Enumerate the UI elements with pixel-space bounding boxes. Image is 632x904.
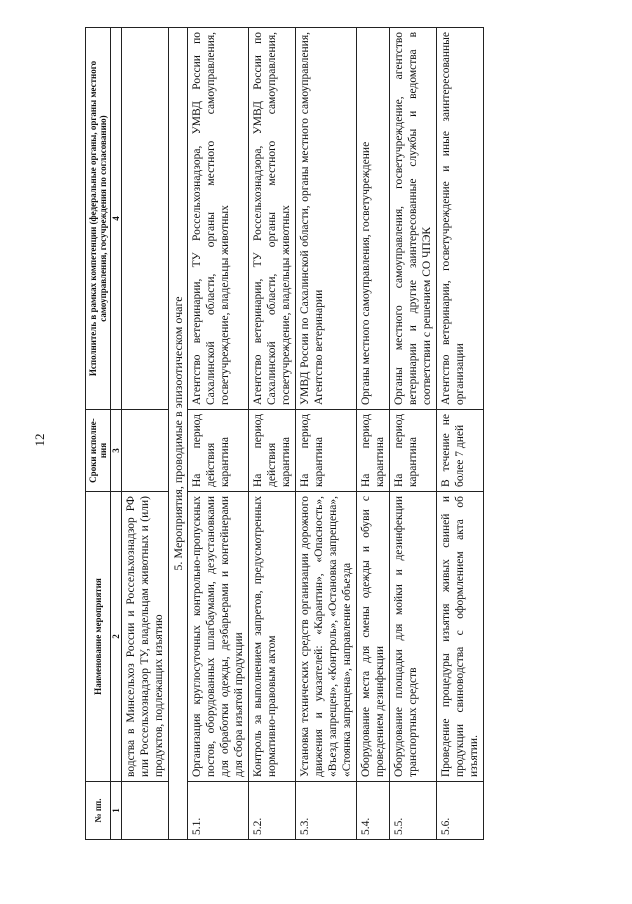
- row-name: Проведение процедуры изъятия живых свиней и продукции свиноводства с оформлением акта об изъятии.: [437, 492, 484, 782]
- row-term: На период карантина: [390, 410, 437, 492]
- table-row: [296, 28, 357, 840]
- table-row: [437, 28, 484, 840]
- row-executor: Органы местного самоуправления, госветучреждение, агентство ветеринарии и другие заинтересованные службы и ведомства в соответствии с решением СО ЧПЭК: [390, 28, 437, 410]
- row-executor: Агентство ветеринарии, ТУ Россельхознадзора, УМВД России по Сахалинской области, органы местного самоуправления, госветучреждение, владельцы животных: [188, 28, 249, 410]
- row-executor: УМВД России по Сахалинской области, органы местного самоуправления, Агентство ветеринарии: [296, 28, 357, 410]
- header-name: Наименование мероприятия: [86, 492, 111, 782]
- table-row: [390, 28, 437, 840]
- page-number: 12: [32, 433, 47, 447]
- row-number: 5.6.: [437, 782, 484, 840]
- row-executor: Агентство ветеринарии, ТУ Россельхознадзора, УМВД России по Сахалинской области, органы местного самоуправления, госветучреждение, владельцы животных: [249, 28, 296, 410]
- column-number: 3: [111, 410, 122, 492]
- row-term: На период действия карантина: [188, 410, 249, 492]
- table-row: [357, 28, 390, 840]
- row-name: Оборудование места для смены одежды и обуви с проведением дезинфекции: [357, 492, 390, 782]
- row-name: Контроль за выполнением запретов, предусмотренных нормативно-правовым актом: [249, 492, 296, 782]
- row-term: На период действия карантина: [249, 410, 296, 492]
- header-term: Сроки исполне-ния: [86, 410, 111, 492]
- table-row: [249, 28, 296, 840]
- table-row: [188, 28, 249, 840]
- row-number: 5.2.: [249, 782, 296, 840]
- section-row: [169, 28, 188, 840]
- row-number: 5.4.: [357, 782, 390, 840]
- section-title: 5. Мероприятия, проводимые в эпизоотическом очаге: [169, 28, 188, 840]
- column-number: 1: [111, 782, 122, 840]
- row-executor: Агентство ветеринарии, госветучреждение и иные заинтересованные организации: [437, 28, 484, 410]
- header-executor: Исполнитель в рамках компетенции (федеральные органы, органы местного самоуправления, госучреждения по согласованию): [86, 28, 111, 410]
- table-header-row: [86, 28, 111, 840]
- column-number: 2: [111, 492, 122, 782]
- row-executor: Органы местного самоуправления, госветучреждение: [357, 28, 390, 410]
- column-number: 4: [111, 28, 122, 410]
- column-numbers-row: [111, 28, 122, 840]
- measures-table: [85, 27, 484, 840]
- row-term: В течение не более 7 дней: [437, 410, 484, 492]
- continuation-row: [122, 28, 169, 840]
- continuation-text: водства в Минсельхоз России и Россельхознадзор РФ или Россельхознадзор ТУ, владельцам животных и (или) продуктов, подлежащих изъятию: [122, 492, 169, 782]
- row-term: На период карантина: [296, 410, 357, 492]
- row-number: 5.5.: [390, 782, 437, 840]
- row-number: 5.3.: [296, 782, 357, 840]
- row-name: Установка технических средств организации дорожного движения и указателей: «Карантин», «Опасность», «Въезд запрещен», «Контроль», «Остановка запрещена», «Стоянка запрещена», направление объезда: [296, 492, 357, 782]
- row-name: Оборудование площадки для мойки и дезинфекции транспортных средств: [390, 492, 437, 782]
- header-number: № пп.: [86, 782, 111, 840]
- row-name: Организация круглосуточных контрольно-пропускных постов, оборудованных шлагбаумами, дезустановками для обработки одежды, дезбарьерами и контейнерами для сбора изъятой продукции: [188, 492, 249, 782]
- rotated-page: [85, 28, 573, 840]
- row-number: 5.1.: [188, 782, 249, 840]
- row-term: На период карантина: [357, 410, 390, 492]
